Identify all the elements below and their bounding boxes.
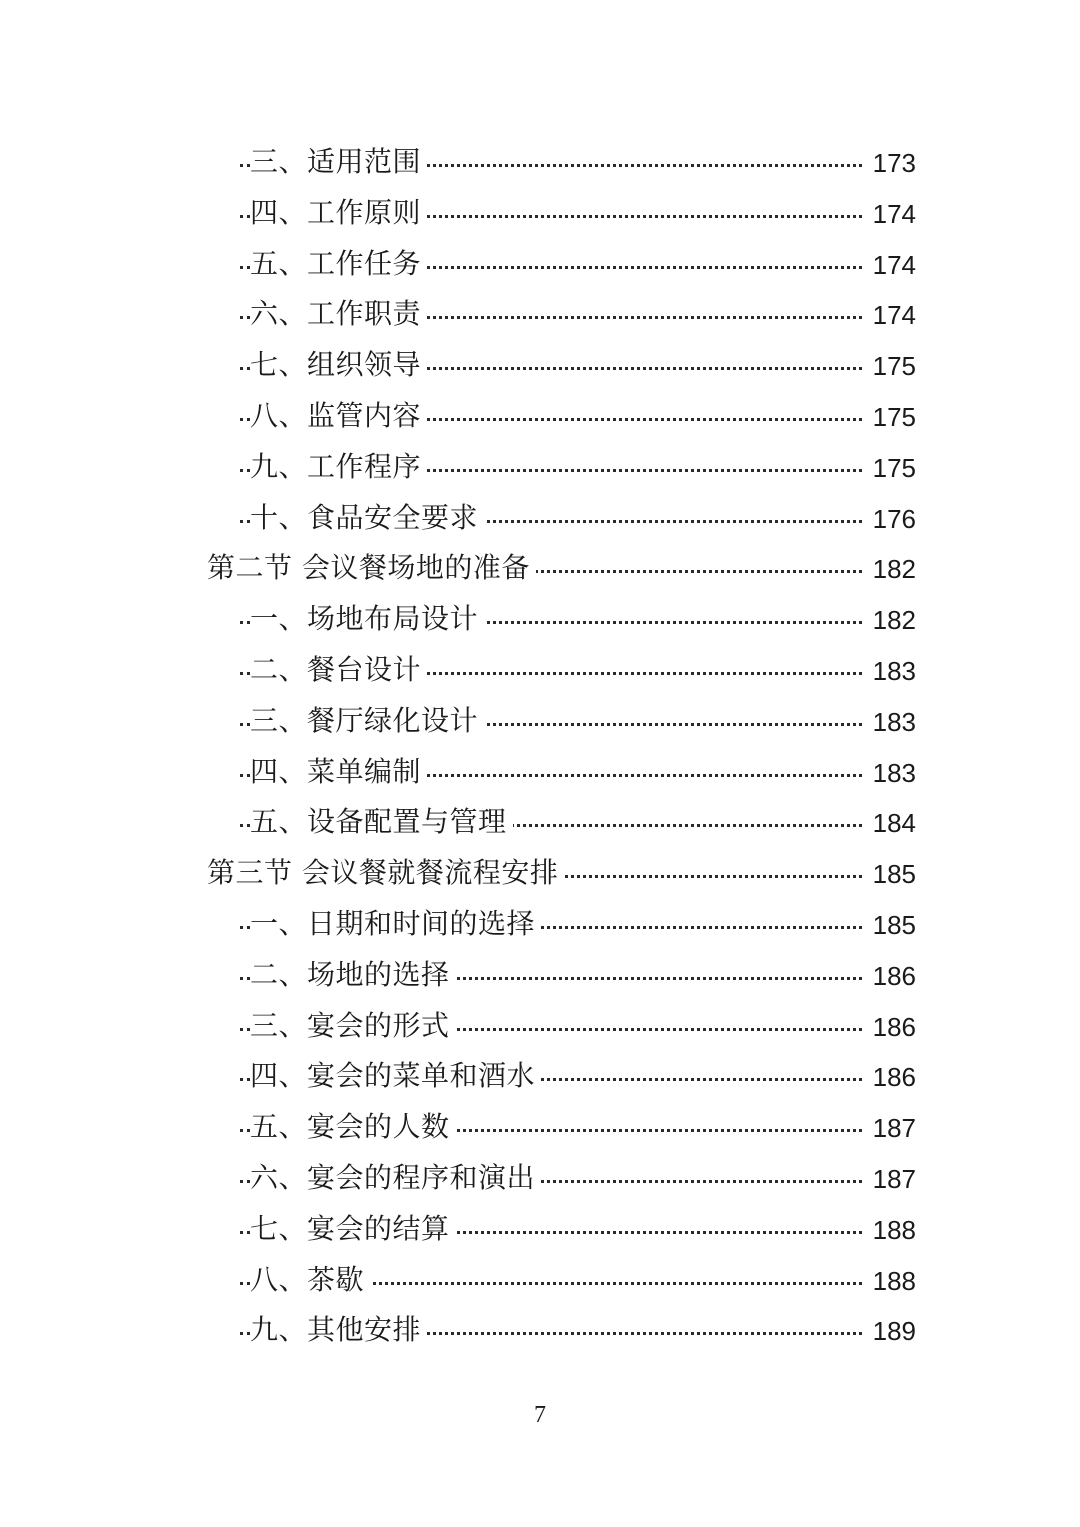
toc-entry-label: 六、工作职责 (250, 296, 427, 332)
toc-entry-page: 185 (862, 857, 916, 891)
toc-section-label: 第三节 会议餐就餐流程安排 (207, 855, 564, 891)
toc-entry[interactable] (0, 187, 1080, 238)
toc-entry-label: 一、场地布局设计 (250, 601, 484, 637)
toc-entry-page: 175 (862, 451, 916, 485)
toc-entry-label: 八、茶歇 (250, 1262, 370, 1298)
toc-entry[interactable] (0, 746, 1080, 797)
toc-entry[interactable] (0, 339, 1080, 390)
toc-entry-label: 四、宴会的菜单和酒水 (250, 1058, 541, 1094)
toc-entry-page: 175 (862, 349, 916, 383)
toc-entry[interactable] (0, 441, 1080, 492)
toc-entry[interactable] (0, 593, 1080, 644)
toc-entry-label: 二、场地的选择 (250, 957, 456, 993)
toc-entry-page: 173 (862, 146, 916, 180)
toc-entry[interactable] (0, 136, 1080, 187)
toc-entry-page: 186 (862, 1060, 916, 1094)
toc-entry[interactable] (0, 1254, 1080, 1305)
toc-entry-label: 五、工作任务 (250, 246, 427, 282)
toc-entry[interactable] (0, 238, 1080, 289)
toc-entry-page: 187 (862, 1111, 916, 1145)
toc-entry-page: 188 (862, 1213, 916, 1247)
toc-entry-page: 183 (862, 756, 916, 790)
toc-entry-label: 九、工作程序 (250, 449, 427, 485)
toc-entry-page: 182 (862, 603, 916, 637)
toc-entry-page: 187 (862, 1162, 916, 1196)
toc-entry[interactable] (0, 1050, 1080, 1101)
table-of-contents (0, 136, 1080, 1355)
toc-entry-page: 183 (862, 654, 916, 688)
toc-section-entry[interactable] (0, 847, 1080, 898)
page-number: 7 (534, 1402, 546, 1428)
toc-entry-page: 188 (862, 1264, 916, 1298)
toc-entry-page: 182 (862, 552, 916, 586)
toc-entry-page: 186 (862, 959, 916, 993)
toc-entry-page: 184 (862, 806, 916, 840)
toc-entry-page: 185 (862, 908, 916, 942)
toc-entry-page: 183 (862, 705, 916, 739)
toc-entry[interactable] (0, 949, 1080, 1000)
toc-entry-label: 三、宴会的形式 (250, 1008, 456, 1044)
toc-entry-page: 189 (862, 1314, 916, 1348)
toc-entry-label: 九、其他安排 (250, 1312, 427, 1348)
toc-entry-page: 174 (862, 197, 916, 231)
toc-entry-page: 186 (862, 1010, 916, 1044)
toc-entry-label: 二、餐台设计 (250, 652, 427, 688)
toc-entry-page: 176 (862, 502, 916, 536)
toc-entry-label: 七、宴会的结算 (250, 1211, 456, 1247)
toc-entry-label: 十、食品安全要求 (250, 500, 484, 536)
toc-entry[interactable] (0, 796, 1080, 847)
toc-entry[interactable] (0, 898, 1080, 949)
toc-entry[interactable] (0, 1000, 1080, 1051)
toc-entry[interactable] (0, 390, 1080, 441)
toc-entry[interactable] (0, 492, 1080, 543)
toc-entry-label: 六、宴会的程序和演出 (250, 1160, 541, 1196)
toc-entry-label: 八、监管内容 (250, 398, 427, 434)
toc-entry-page: 174 (862, 248, 916, 282)
toc-entry-label: 三、适用范围 (250, 144, 427, 180)
toc-entry-label: 七、组织领导 (250, 347, 427, 383)
toc-entry[interactable] (0, 644, 1080, 695)
toc-entry-page: 175 (862, 400, 916, 434)
toc-entry-label: 五、设备配置与管理 (250, 804, 513, 840)
toc-entry-page: 174 (862, 298, 916, 332)
toc-entry-label: 四、工作原则 (250, 195, 427, 231)
toc-entry-label: 三、餐厅绿化设计 (250, 703, 484, 739)
toc-entry-label: 五、宴会的人数 (250, 1109, 456, 1145)
toc-section-label: 第二节 会议餐场地的准备 (207, 550, 536, 586)
toc-entry[interactable] (0, 1304, 1080, 1355)
toc-section-entry[interactable] (0, 542, 1080, 593)
toc-entry[interactable] (0, 1203, 1080, 1254)
toc-entry[interactable] (0, 695, 1080, 746)
toc-entry[interactable] (0, 1101, 1080, 1152)
toc-entry[interactable] (0, 1152, 1080, 1203)
toc-entry-label: 四、菜单编制 (250, 754, 427, 790)
toc-entry[interactable] (0, 288, 1080, 339)
toc-entry-label: 一、日期和时间的选择 (250, 906, 541, 942)
